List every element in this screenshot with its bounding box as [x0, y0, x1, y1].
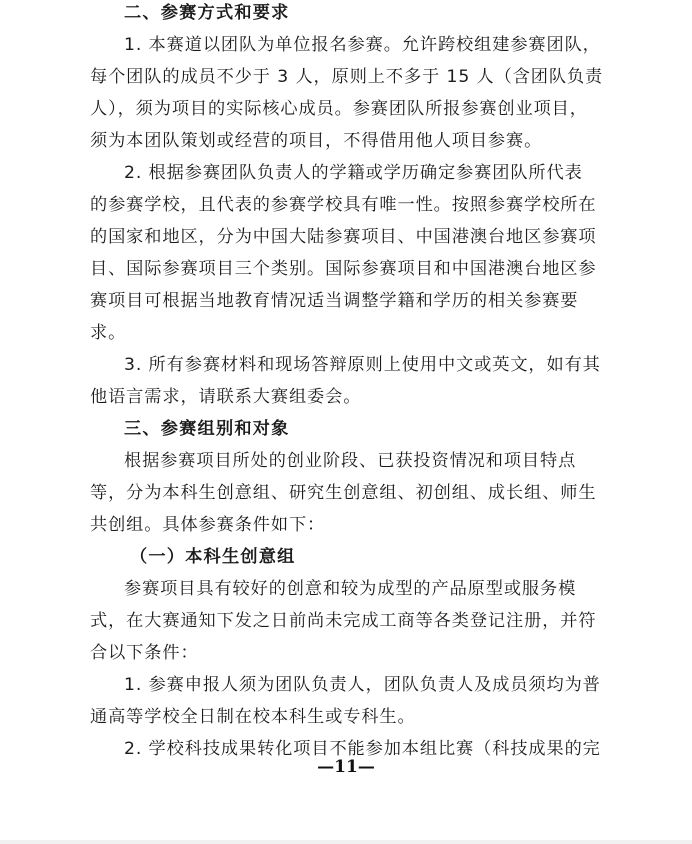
paragraph-line: 1. 本赛道以团队为单位报名参赛。允许跨校组建参赛团队，	[124, 35, 601, 55]
paragraph-line: 1. 参赛申报人须为团队负责人，团队负责人及成员须均为普	[124, 675, 601, 695]
paragraph-line: 每个团队的成员不少于 3 人，原则上不多于 15 人（含团队负责	[90, 67, 604, 87]
paragraph-line: 须为本团队策划或经营的项目，不得借用他人项目参赛。	[90, 131, 543, 151]
paragraph-line: 3. 所有参赛材料和现场答辩原则上使用中文或英文，如有其	[124, 355, 601, 375]
paragraph-line: 参赛项目具有较好的创意和较为成型的产品原型或服务模	[124, 579, 577, 599]
section-heading-3: 三、参赛组别和对象	[124, 419, 290, 439]
paragraph-line: 共创组。具体参赛条件如下：	[90, 515, 326, 535]
paragraph-line: 求。	[90, 323, 127, 343]
paragraph-line: 等，分为本科生创意组、研究生创意组、初创组、成长组、师生	[90, 483, 597, 503]
page-bottom-edge	[0, 840, 692, 844]
paragraph-line: 式，在大赛通知下发之日前尚未完成工商等各类登记注册，并符	[90, 611, 597, 631]
paragraph-line: 的国家和地区，分为中国大陆参赛项目、中国港澳台地区参赛项	[90, 227, 597, 247]
subsection-heading: （一）本科生创意组	[130, 547, 296, 567]
paragraph-line: 的参赛学校，且代表的参赛学校具有唯一性。按照参赛学校所在	[90, 195, 597, 215]
paragraph-line: 合以下条件：	[90, 643, 199, 663]
page-number: —11—	[317, 757, 375, 777]
paragraph-line: 2. 根据参赛团队负责人的学籍或学历确定参赛团队所代表	[124, 163, 583, 183]
paragraph-line: 人），须为项目的实际核心成员。参赛团队所报参赛创业项目，	[90, 99, 588, 119]
paragraph-line: 赛项目可根据当地教育情况适当调整学籍和学历的相关参赛要	[90, 291, 579, 311]
paragraph-line: 通高等学校全日制在校本科生或专科生。	[90, 707, 416, 727]
paragraph-line: 根据参赛项目所处的创业阶段、已获投资情况和项目特点	[124, 451, 577, 471]
section-heading-2: 二、参赛方式和要求	[124, 3, 290, 23]
paragraph-line: 2. 学校科技成果转化项目不能参加本组比赛（科技成果的完	[124, 739, 601, 759]
paragraph-line: 他语言需求，请联系大赛组委会。	[90, 387, 362, 407]
paragraph-line: 目、国际参赛项目三个类别。国际参赛项目和中国港澳台地区参	[90, 259, 597, 279]
